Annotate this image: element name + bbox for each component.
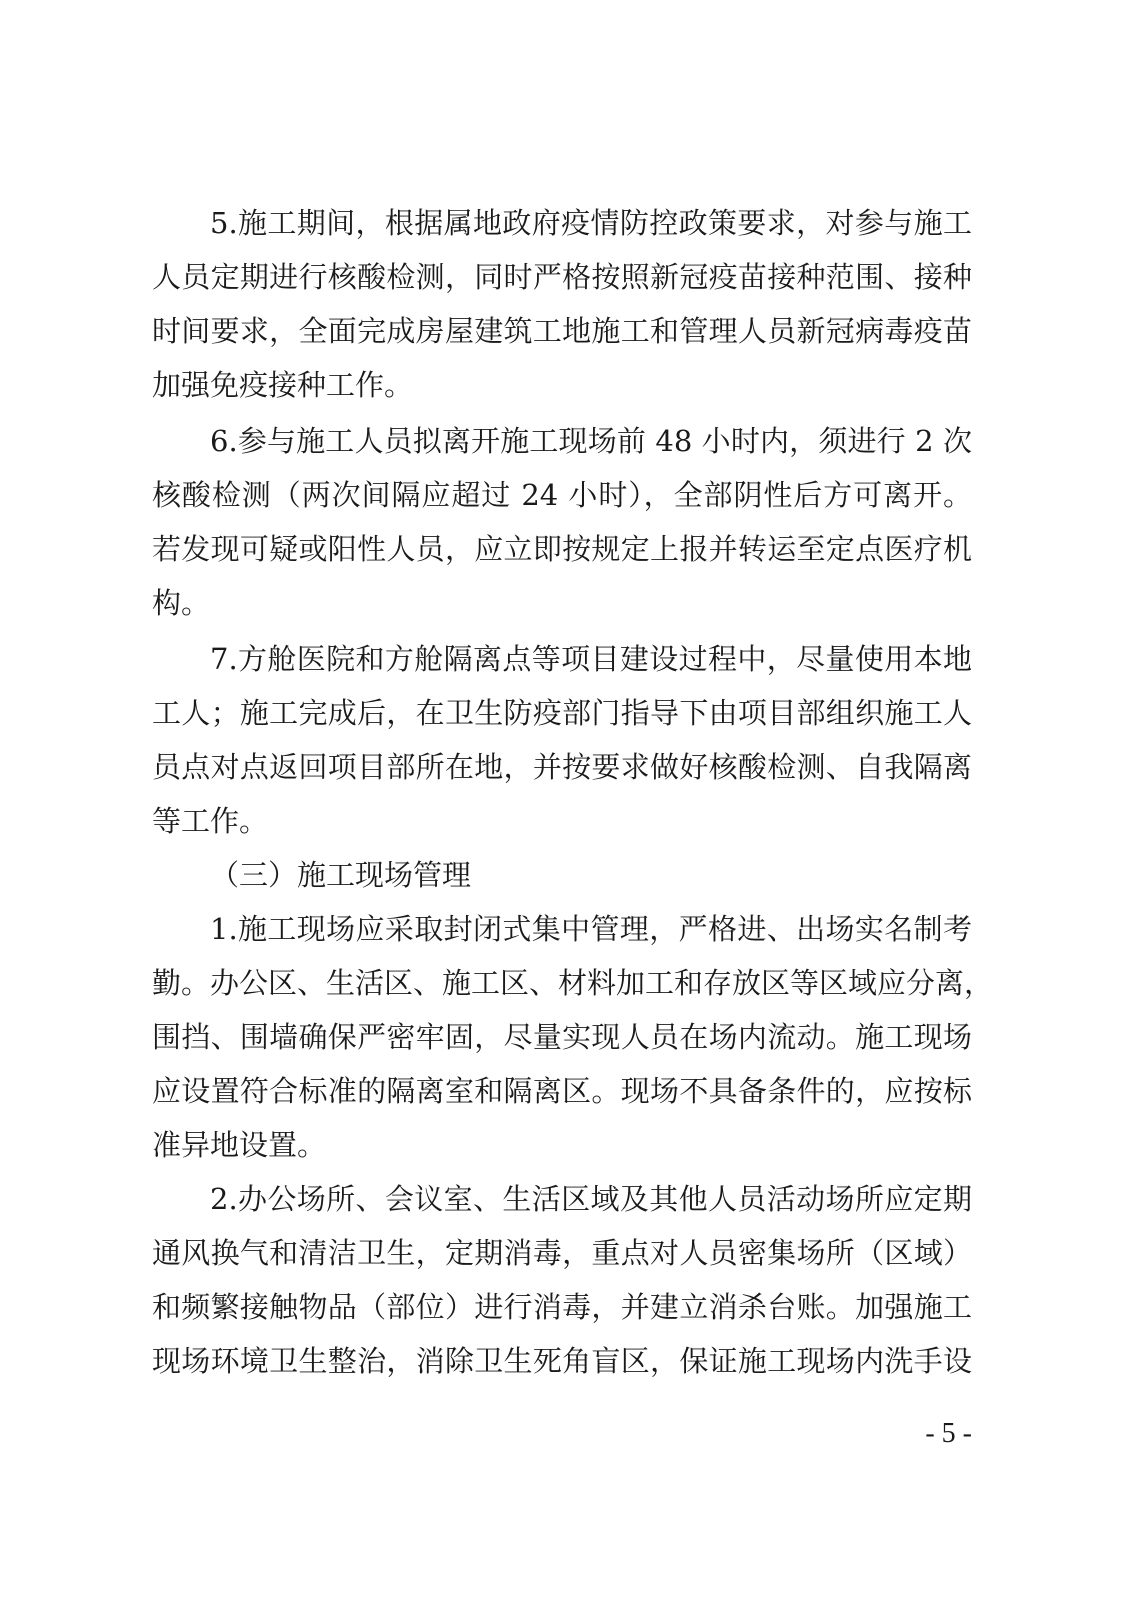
paragraph-line: 若发现可疑或阳性人员，应立即按规定上报并转运至定点医疗机 (152, 532, 972, 566)
paragraph-line: 工人；施工完成后，在卫生防疫部门指导下由项目部组织施工人 (152, 696, 972, 730)
paragraph-line: 等工作。 (152, 804, 269, 838)
paragraph-line: 员点对点返回项目部所在地，并按要求做好核酸检测、自我隔离 (152, 750, 972, 784)
paragraph-line: 和频繁接触物品（部位）进行消毒，并建立消杀台账。加强施工 (152, 1290, 972, 1324)
paragraph-line: 通风换气和清洁卫生，定期消毒，重点对人员密集场所（区域） (152, 1236, 972, 1270)
paragraph-line: 5.施工期间，根据属地政府疫情防控政策要求，对参与施工 (210, 206, 972, 240)
paragraph-line: 应设置符合标准的隔离室和隔离区。现场不具备条件的，应按标 (152, 1074, 972, 1108)
paragraph-line: 2.办公场所、会议室、生活区域及其他人员活动场所应定期 (210, 1182, 972, 1216)
paragraph-line: 围挡、围墙确保严密牢固，尽量实现人员在场内流动。施工现场 (152, 1020, 972, 1054)
paragraph-line: 核酸检测（两次间隔应超过 24 小时），全部阴性后方可离开。 (152, 478, 972, 512)
page-number: - 5 - (925, 1418, 972, 1449)
paragraph-line: 准异地设置。 (152, 1128, 327, 1162)
paragraph-line: 加强免疫接种工作。 (152, 368, 414, 402)
paragraph-line: 时间要求，全面完成房屋建筑工地施工和管理人员新冠病毒疫苗 (152, 314, 972, 348)
paragraph-line: 7.方舱医院和方舱隔离点等项目建设过程中，尽量使用本地 (210, 642, 972, 676)
paragraph-line: 现场环境卫生整治，消除卫生死角盲区，保证施工现场内洗手设 (152, 1344, 972, 1378)
paragraph-line: 构。 (152, 586, 211, 620)
section-heading: （三）施工现场管理 (210, 858, 472, 892)
paragraph-line: 1.施工现场应采取封闭式集中管理，严格进、出场实名制考 (210, 912, 972, 946)
paragraph-line: 6.参与施工人员拟离开施工现场前 48 小时内，须进行 2 次 (210, 424, 972, 458)
paragraph-line: 勤。办公区、生活区、施工区、材料加工和存放区等区域应分离， (152, 966, 994, 1000)
paragraph-line: 人员定期进行核酸检测，同时严格按照新冠疫苗接种范围、接种 (152, 260, 972, 294)
